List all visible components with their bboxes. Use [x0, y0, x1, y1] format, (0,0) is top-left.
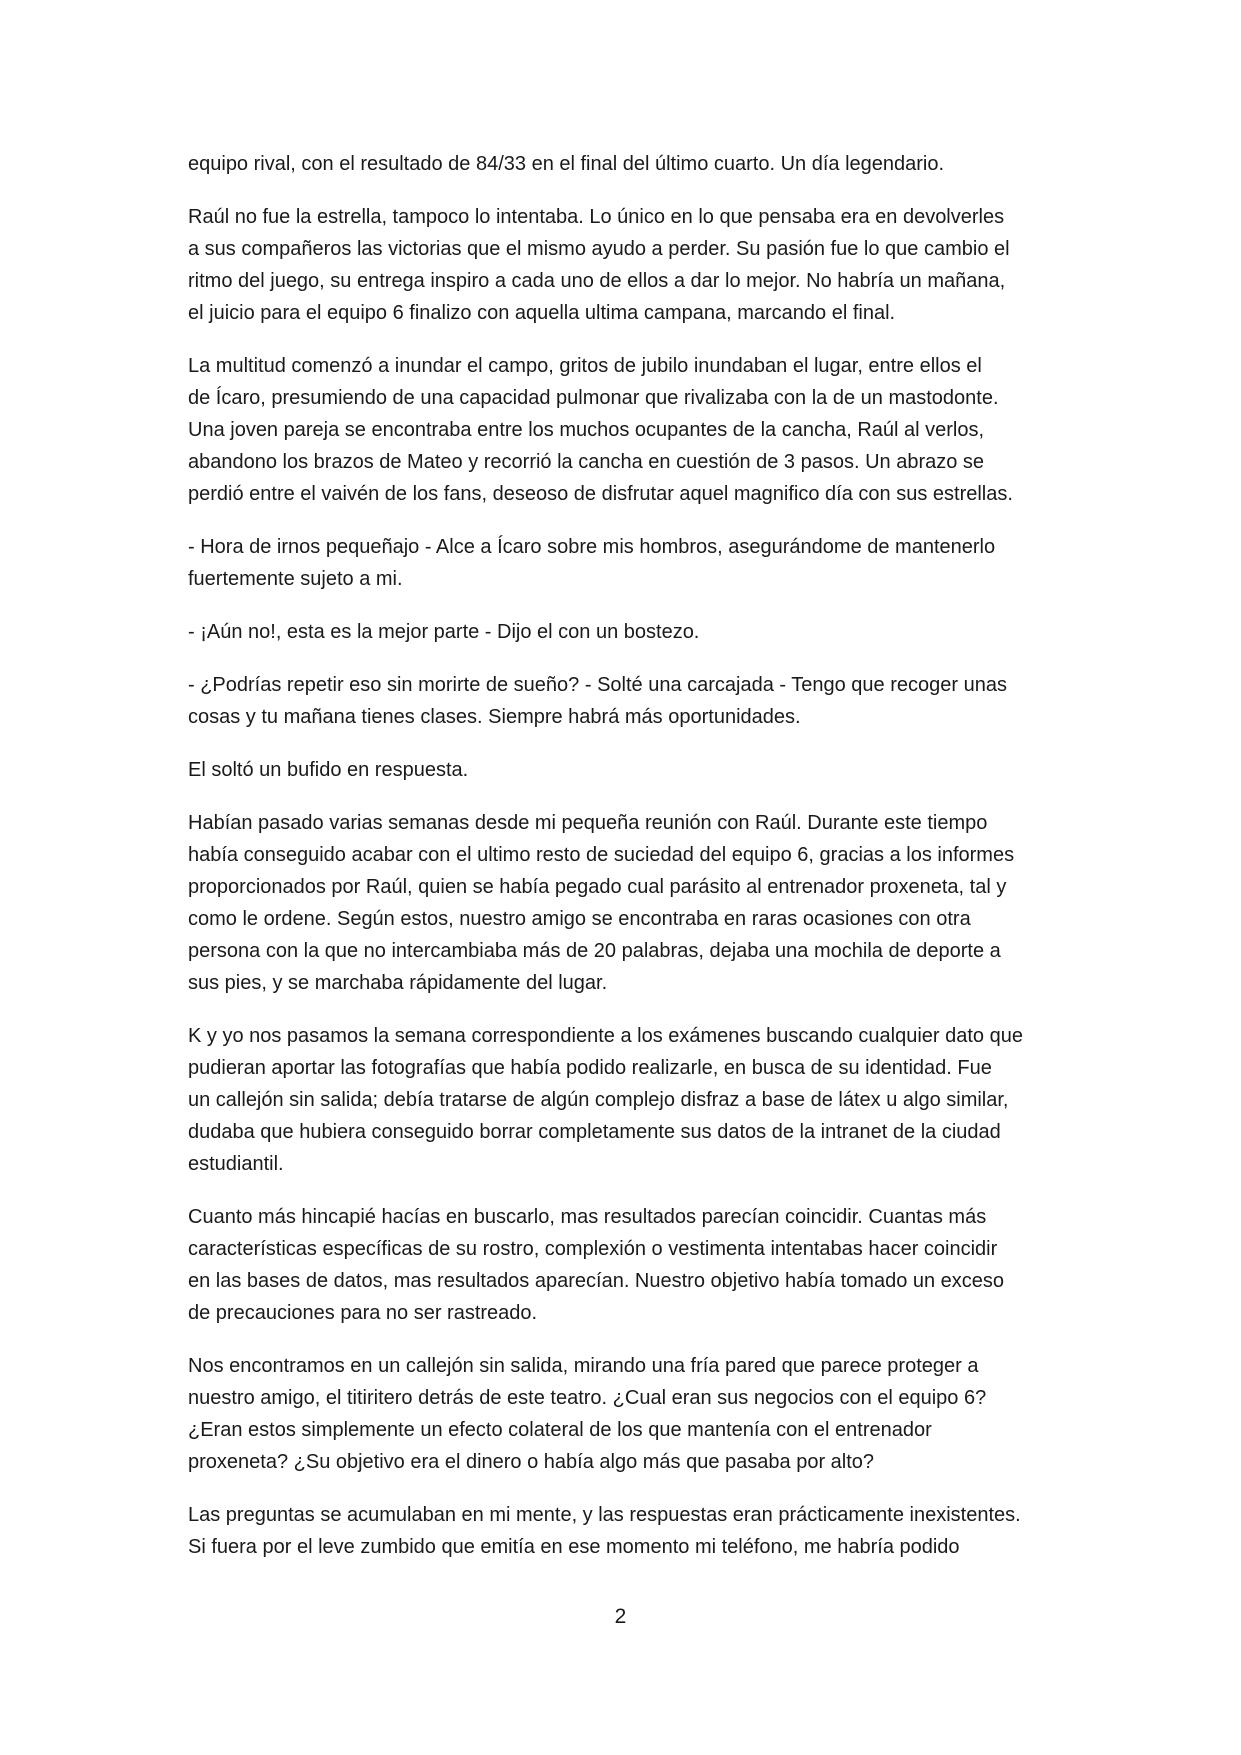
paragraph: [188, 148, 1068, 180]
text-line: persona con la que no intercambiaba más de 20 palabras, dejaba una mochila de deporte a: [188, 940, 1001, 962]
text-line: de precauciones para no ser rastreado.: [188, 1302, 538, 1324]
text-line: Si fuera por el leve zumbido que emitía en ese momento mi teléfono, me habría podido: [188, 1536, 960, 1558]
paragraph: [188, 807, 1068, 999]
text-line: Raúl no fue la estrella, tampoco lo intentaba. Lo único en lo que pensaba era en devolverles: [188, 206, 1005, 228]
text-line: nuestro amigo, el titiritero detrás de este teatro. ¿Cual eran sus negocios con el equipo 6?: [188, 1387, 987, 1409]
text-line: como le ordene. Según estos, nuestro amigo se encontraba en raras ocasiones con otra: [188, 908, 971, 930]
paragraph: [188, 754, 1068, 786]
text-line: K y yo nos pasamos la semana correspondiente a los exámenes buscando cualquier dato que: [188, 1025, 1023, 1047]
page-number: 2: [614, 1605, 627, 1628]
text-line: ¿Eran estos simplemente un efecto colateral de los que mantenía con el entrenador: [188, 1419, 932, 1441]
text-line: perdió entre el vaivén de los fans, deseoso de disfrutar aquel magnifico día con sus estrellas.: [188, 483, 1013, 505]
text-line: de Ícaro, presumiendo de una capacidad pulmonar que rivalizaba con la de un mastodonte.: [188, 387, 999, 409]
paragraph: [188, 1020, 1068, 1180]
paragraph: [188, 350, 1068, 510]
paragraph: [188, 1499, 1068, 1563]
text-line: abandono los brazos de Mateo y recorrió la cancha en cuestión de 3 pasos. Un abrazo se: [188, 451, 985, 473]
paragraph: [188, 1350, 1068, 1478]
text-line: proporcionados por Raúl, quien se había pegado cual parásito al entrenador proxeneta, tal y: [188, 876, 1007, 898]
body-text: [188, 148, 1068, 1584]
paragraph: [188, 531, 1068, 595]
text-line: - ¿Podrías repetir eso sin morirte de sueño? - Solté una carcajada - Tengo que recoger unas: [188, 674, 1007, 696]
text-line: - ¡Aún no!, esta es la mejor parte - Dijo el con un bostezo.: [188, 621, 700, 643]
text-line: proxeneta? ¿Su objetivo era el dinero o había algo más que pasaba por alto?: [188, 1451, 875, 1473]
text-line: en las bases de datos, mas resultados aparecían. Nuestro objetivo había tomado un exceso: [188, 1270, 1005, 1292]
paragraph: [188, 616, 1068, 648]
text-line: - Hora de irnos pequeñajo - Alce a Ícaro sobre mis hombros, asegurándome de mantenerlo: [188, 536, 996, 558]
text-line: Las preguntas se acumulaban en mi mente, y las respuestas eran prácticamente inexistentes.: [188, 1504, 1021, 1526]
text-line: un callejón sin salida; debía tratarse de algún complejo disfraz a base de látex u algo similar,: [188, 1089, 1009, 1111]
text-line: fuertemente sujeto a mi.: [188, 568, 403, 590]
text-line: Habían pasado varias semanas desde mi pequeña reunión con Raúl. Durante este tiempo: [188, 812, 988, 834]
text-line: cosas y tu mañana tienes clases. Siempre habrá más oportunidades.: [188, 706, 801, 728]
text-line: había conseguido acabar con el ultimo resto de suciedad del equipo 6, gracias a los informes: [188, 844, 1015, 866]
text-line: Una joven pareja se encontraba entre los muchos ocupantes de la cancha, Raúl al verlos,: [188, 419, 985, 441]
text-line: Cuanto más hincapié hacías en buscarlo, mas resultados parecían coincidir. Cuantas más: [188, 1206, 987, 1228]
paragraph: [188, 669, 1068, 733]
text-line: dudaba que hubiera conseguido borrar completamente sus datos de la intranet de la ciudad: [188, 1121, 1001, 1143]
text-line: características específicas de su rostro, complexión o vestimenta intentabas hacer coincidir: [188, 1238, 998, 1260]
text-line: pudieran aportar las fotografías que había podido realizarle, en busca de su identidad. Fue: [188, 1057, 992, 1079]
text-line: a sus compañeros las victorias que el mismo ayudo a perder. Su pasión fue lo que cambio el: [188, 238, 1010, 260]
text-line: sus pies, y se marchaba rápidamente del lugar.: [188, 972, 608, 994]
paragraph: [188, 1201, 1068, 1329]
text-line: La multitud comenzó a inundar el campo, gritos de jubilo inundaban el lugar, entre ellos el: [188, 355, 982, 377]
text-line: equipo rival, con el resultado de 84/33 en el final del último cuarto. Un día legendario.: [188, 153, 945, 175]
text-line: El soltó un bufido en respuesta.: [188, 759, 469, 781]
text-line: Nos encontramos en un callejón sin salida, mirando una fría pared que parece proteger a: [188, 1355, 979, 1377]
text-line: estudiantil.: [188, 1153, 284, 1175]
text-line: ritmo del juego, su entrega inspiro a cada uno de ellos a dar lo mejor. No habría un mañana,: [188, 270, 1006, 292]
paragraph: [188, 201, 1068, 329]
text-line: el juicio para el equipo 6 finalizo con aquella ultima campana, marcando el final.: [188, 302, 896, 324]
